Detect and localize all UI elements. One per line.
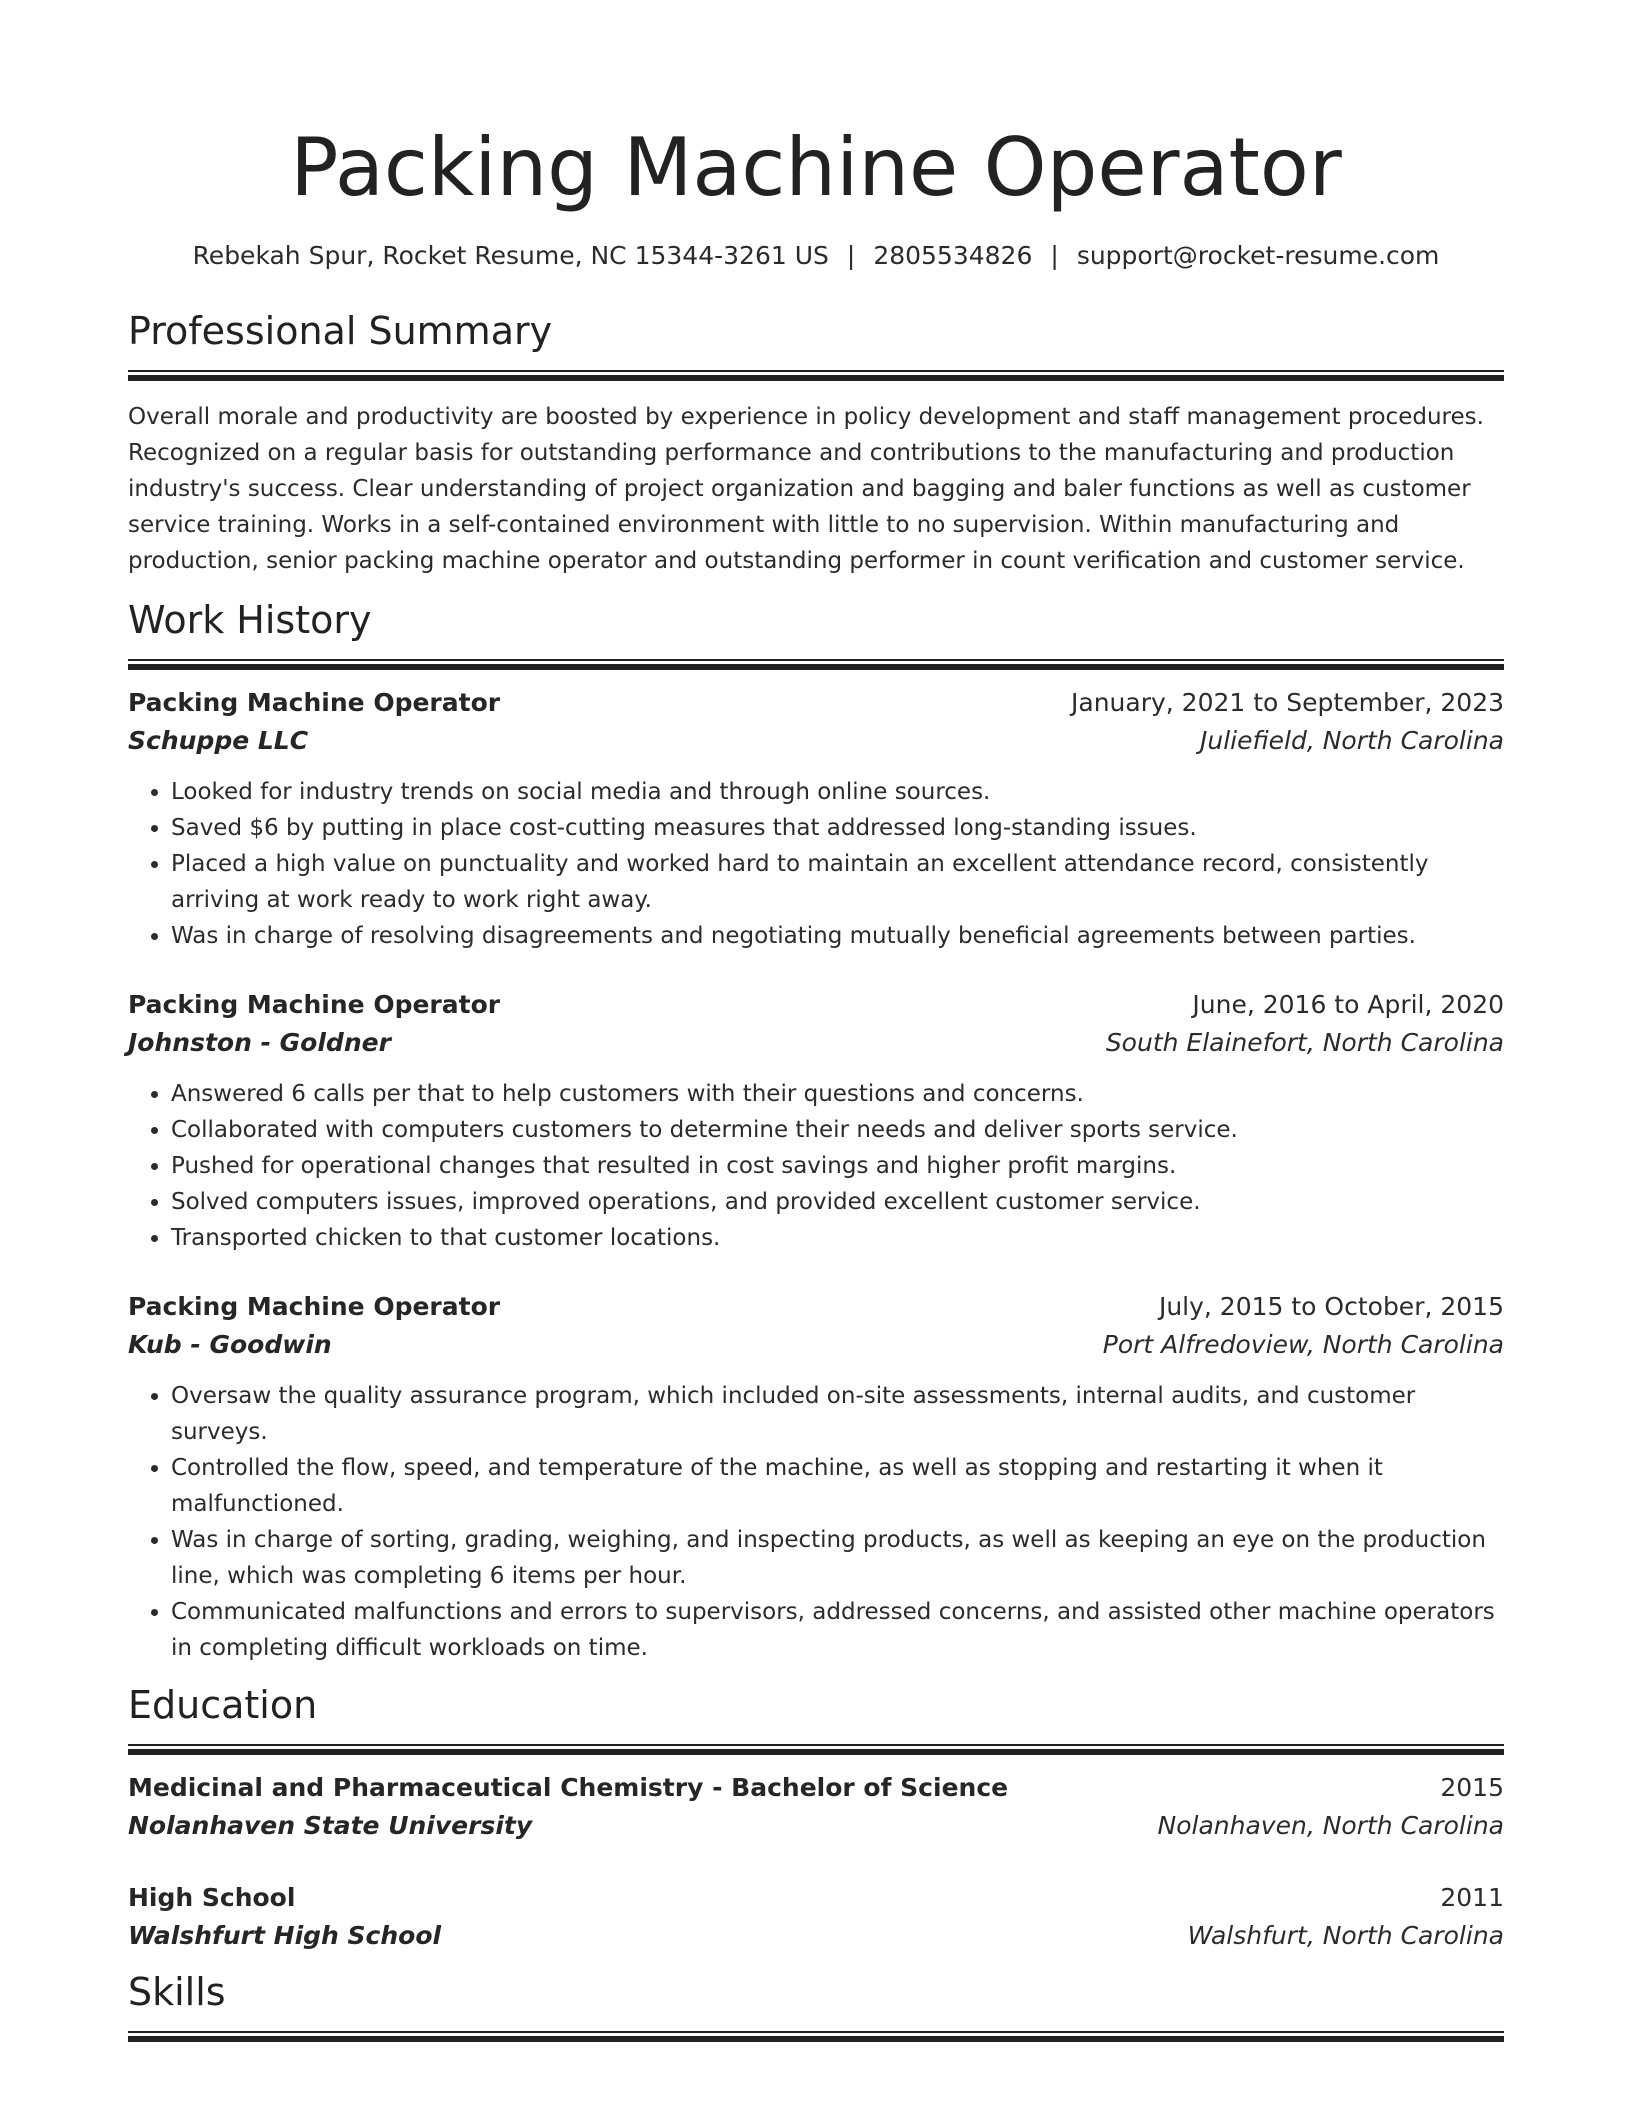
education-school: Walshfurt High School: [128, 1921, 442, 1950]
section-divider: [128, 1744, 1504, 1755]
education-location: Nolanhaven, North Carolina: [1157, 1811, 1504, 1840]
job-entry: [128, 986, 1504, 1256]
job-dates: June, 2016 to April, 2020: [1192, 990, 1504, 1019]
summary-section: [128, 306, 1504, 579]
job-company-row: [128, 1024, 1504, 1062]
job-bullet: • Pushed for operational changes that resulted in cost savings and higher profit margins.: [171, 1148, 1504, 1184]
resume-title: Packing Machine Operator: [290, 121, 1342, 214]
job-bullet: • Saved $6 by putting in place cost-cutting measures that addressed long-standing issues.: [171, 810, 1504, 846]
job-location: Port Alfredoview, North Carolina: [1102, 1330, 1504, 1359]
job-header-row: [128, 986, 1504, 1024]
contact-phone: 2805534826: [873, 241, 1033, 270]
job-bullets: [128, 774, 1504, 954]
job-bullet: • Transported chicken to that customer locations.: [171, 1220, 1504, 1256]
job-title: Packing Machine Operator: [128, 1292, 501, 1321]
contact-separator: |: [1050, 241, 1059, 270]
section-heading-skills: Skills: [128, 1970, 226, 2014]
job-bullet: • Solved computers issues, improved operations, and provided excellent customer service.: [171, 1184, 1504, 1220]
job-dates: January, 2021 to September, 2023: [1071, 688, 1504, 717]
summary-text: Overall morale and productivity are boosted by experience in policy development and staff management procedures. Recognized on a regular basis for outstanding performance and contributions to the manufacturing and production industry's success. Clear understanding of project organization and bagging and baler functions as well as customer service training. Works in a self-contained environment with little to no supervision. Within manufacturing and production, senior packing machine operator and outstanding performer in count verification and customer service.: [128, 404, 1484, 574]
work-history-section: [128, 595, 1504, 1666]
job-bullets: [128, 1076, 1504, 1256]
job-bullet: • Collaborated with computers customers to determine their needs and deliver sports service.: [171, 1112, 1504, 1148]
education-degree: Medicinal and Pharmaceutical Chemistry - Bachelor of Science: [128, 1773, 1009, 1802]
job-bullet: • Was in charge of sorting, grading, weighing, and inspecting products, as well as keeping an eye on the production line, which was completing 6 items per hour.: [171, 1522, 1504, 1594]
education-school: Nolanhaven State University: [128, 1811, 533, 1840]
education-school-row: [128, 1807, 1504, 1845]
education-entry: [128, 1769, 1504, 1845]
job-bullet: • Placed a high value on punctuality and worked hard to maintain an excellent attendance record, consistently arriving at work ready to work right away.: [171, 846, 1504, 918]
job-company-row: [128, 1326, 1504, 1364]
job-company-row: [128, 722, 1504, 760]
job-company: Kub - Goodwin: [128, 1330, 332, 1359]
job-bullet: • Was in charge of resolving disagreements and negotiating mutually beneficial agreements between parties.: [171, 918, 1504, 954]
education-entry: [128, 1879, 1504, 1955]
skills-section: [128, 1967, 1504, 2042]
job-dates: July, 2015 to October, 2015: [1158, 1292, 1504, 1321]
section-divider: [128, 2031, 1504, 2042]
education-year: 2011: [1440, 1883, 1504, 1912]
job-header-row: [128, 1288, 1504, 1326]
job-title: Packing Machine Operator: [128, 688, 501, 717]
education-section: [128, 1680, 1504, 1955]
education-location: Walshfurt, North Carolina: [1187, 1921, 1504, 1950]
contact-address: Rebekah Spur, Rocket Resume, NC 15344-3261 US: [192, 241, 829, 270]
job-bullet: • Communicated malfunctions and errors to supervisors, addressed concerns, and assisted other machine operators in completing difficult workloads on time.: [171, 1594, 1504, 1666]
education-year: 2015: [1440, 1773, 1504, 1802]
job-company: Schuppe LLC: [128, 726, 309, 755]
job-entry: [128, 684, 1504, 954]
job-bullet: • Controlled the flow, speed, and temperature of the machine, as well as stopping and restarting it when it malfunctioned.: [171, 1450, 1504, 1522]
section-heading-summary: Professional Summary: [128, 309, 553, 353]
education-degree: High School: [128, 1883, 296, 1912]
education-header-row: [128, 1769, 1504, 1807]
job-bullets: [128, 1378, 1504, 1666]
job-bullet: • Looked for industry trends on social media and through online sources.: [171, 774, 1504, 810]
job-title: Packing Machine Operator: [128, 990, 501, 1019]
section-divider: [128, 370, 1504, 381]
education-header-row: [128, 1879, 1504, 1917]
section-heading-education: Education: [128, 1683, 318, 1727]
job-header-row: [128, 684, 1504, 722]
job-bullet: • Answered 6 calls per that to help customers with their questions and concerns.: [171, 1076, 1504, 1112]
job-location: South Elainefort, North Carolina: [1105, 1028, 1504, 1057]
job-entry: [128, 1288, 1504, 1666]
contact-email: support@rocket-resume.com: [1076, 241, 1440, 270]
section-heading-work-history: Work History: [128, 598, 372, 642]
job-location: Juliefield, North Carolina: [1199, 726, 1504, 755]
job-company: Johnston - Goldner: [128, 1028, 391, 1057]
contact-line: [128, 236, 1504, 276]
contact-separator: |: [846, 241, 856, 270]
section-divider: [128, 659, 1504, 670]
job-bullet: • Oversaw the quality assurance program, which included on-site assessments, internal audits, and customer surveys.: [171, 1378, 1504, 1450]
education-school-row: [128, 1917, 1504, 1955]
